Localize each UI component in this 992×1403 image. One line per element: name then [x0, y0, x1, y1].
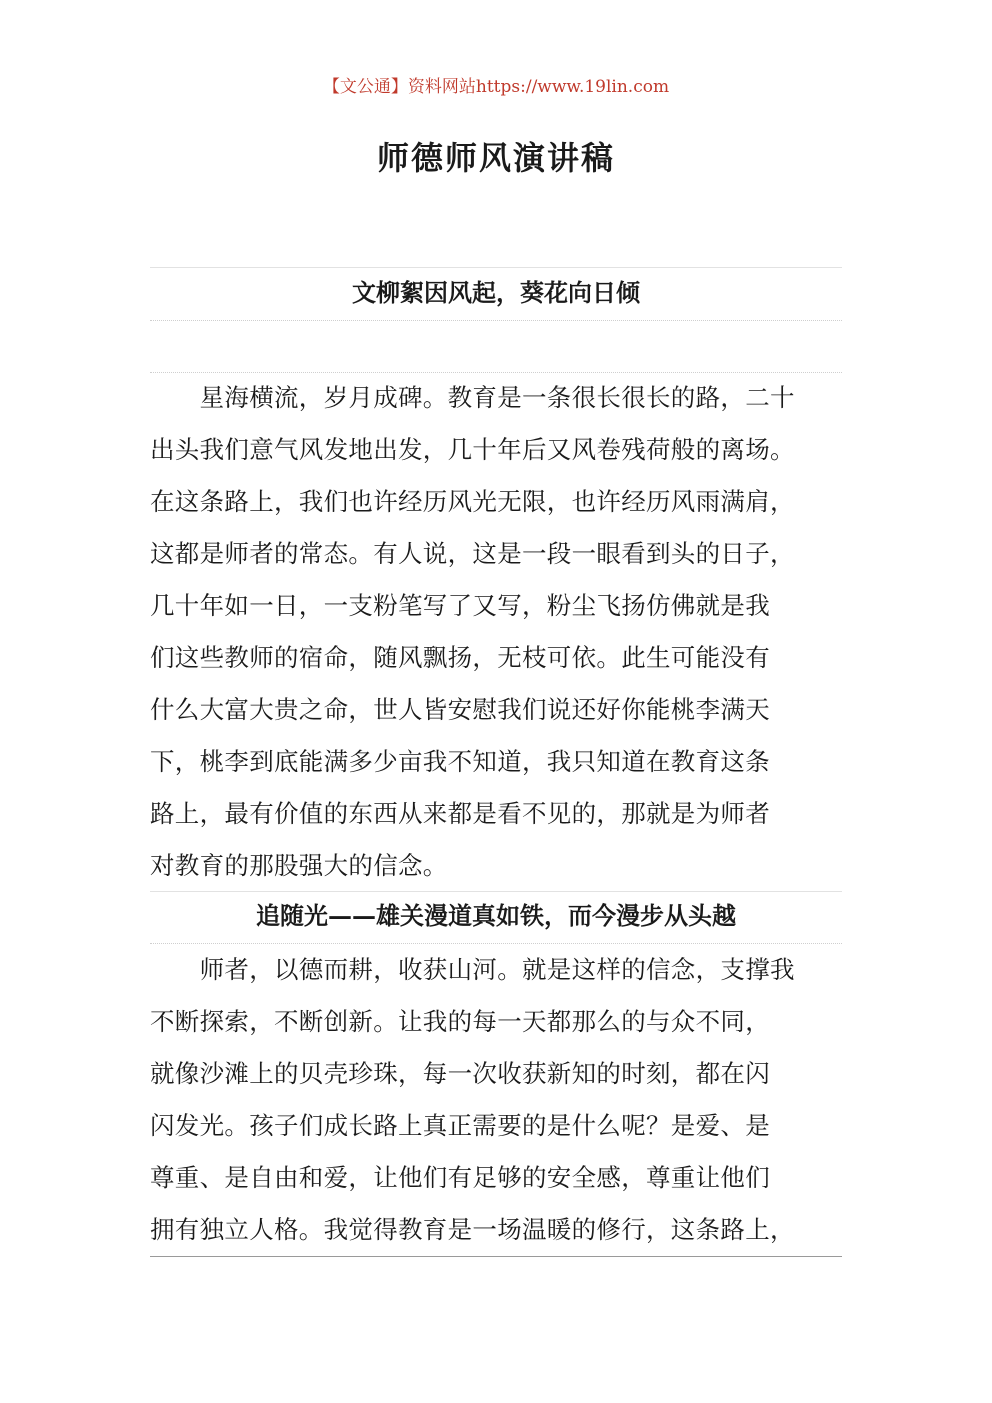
- paragraph-line: 路上，最有价值的东西从来都是看不见的，那就是为师者: [150, 799, 770, 828]
- paragraph-line: 尊重、是自由和爱，让他们有足够的安全感，尊重让他们: [150, 1163, 770, 1192]
- paragraph-line: 不断探索，不断创新。让我的每一天都那么的与众不同，: [150, 1007, 770, 1036]
- paragraph-line: 闪发光。孩子们成长路上真正需要的是什么呢？是爱、是: [150, 1111, 770, 1140]
- paragraph-line: 对教育的那股强大的信念。: [150, 851, 448, 880]
- section-1-heading: 文柳絮因风起，葵花向日倾: [352, 278, 640, 307]
- paragraph-line: 几十年如一日，一支粉笔写了又写，粉尘飞扬仿佛就是我: [150, 591, 770, 620]
- section-2-paragraph: [150, 944, 850, 1256]
- paragraph-line: 就像沙滩上的贝壳珍珠，每一次收获新知的时刻，都在闪: [150, 1059, 770, 1088]
- paragraph-line: 出头我们意气风发地出发，几十年后又风卷残荷般的离场。: [150, 435, 795, 464]
- section-1-top-rule: [150, 267, 842, 268]
- paragraph-line: 师者，以德而耕，收获山河。就是这样的信念，支撑我: [150, 955, 795, 984]
- section-2-heading: 追随光——雄关漫道真如铁，而今漫步从头越: [256, 901, 736, 930]
- document-title: 师德师风演讲稿: [376, 139, 615, 177]
- section-1-paragraph: [150, 372, 850, 892]
- paragraph-line: 下，桃李到底能满多少亩我不知道，我只知道在教育这条: [150, 747, 770, 776]
- paragraph-line: 拥有独立人格。我觉得教育是一场温暖的修行，这条路上，: [150, 1215, 795, 1244]
- paragraph-line: 们这些教师的宿命，随风飘扬，无枝可依。此生可能没有: [150, 643, 770, 672]
- paragraph-line: 星海横流，岁月成碑。教育是一条很长很长的路，二十: [150, 383, 795, 412]
- section-1-bottom-rule: [150, 320, 842, 321]
- source-header: 【文公通】资料网站https://www.19lin.com: [322, 77, 670, 97]
- paragraph-line: 什么大富大贵之命，世人皆安慰我们说还好你能桃李满天: [150, 695, 770, 724]
- paragraph-line: 在这条路上，我们也许经历风光无限，也许经历风雨满肩，: [150, 487, 795, 516]
- paragraph-line: 这都是师者的常态。有人说，这是一段一眼看到头的日子，: [150, 539, 795, 568]
- page-bottom-rule: [150, 1256, 842, 1257]
- section-2-top-rule: [150, 891, 842, 892]
